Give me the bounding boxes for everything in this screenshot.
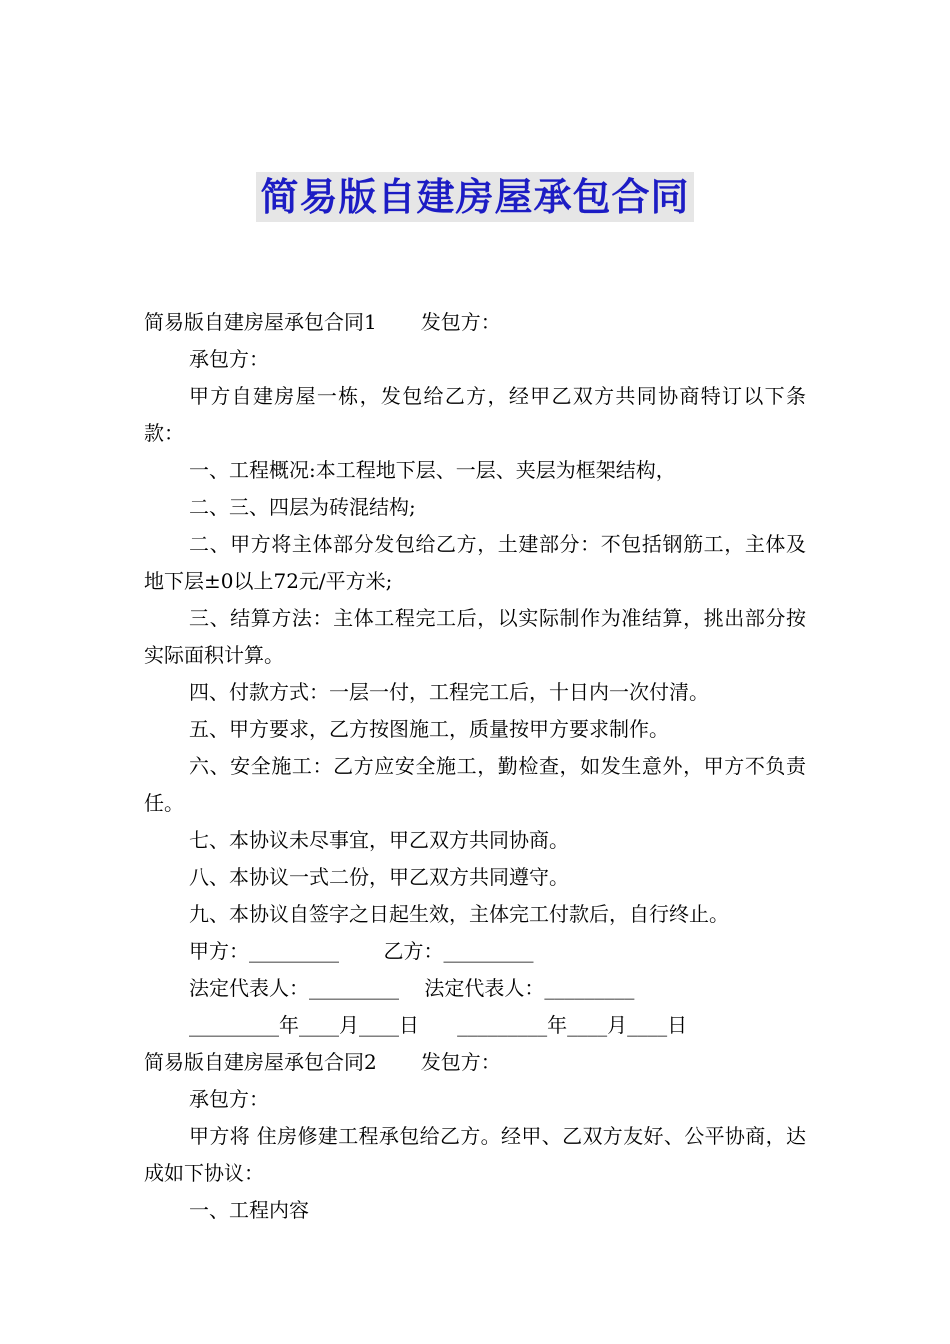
clause-3: 三、结算方法：主体工程完工后，以实际制作为准结算，挑出部分按实际面积计算。 [144,606,806,667]
contract-2-heading: 简易版自建房屋承包合同2 [144,1050,377,1074]
clause-9: 九、本协议自签字之日起生效，主体完工付款后，自行终止。 [189,902,729,926]
clause-6: 六、安全施工：乙方应安全施工，勤检查，如发生意外，甲方不负责任。 [144,754,806,815]
clause-1-cont: 二、三、四层为砖混结构; [189,495,416,519]
title-container [0,172,950,222]
contract-1-header [144,304,806,341]
intro-paragraph-2: 甲方将 住房修建工程承包给乙方。经甲、乙双方友好、公平协商，达成如下协议： [144,1124,806,1185]
document-title: 简易版自建房屋承包合同 [256,172,693,222]
contract-2-employer-label: 发包方： [420,1050,501,1074]
intro-paragraph: 甲方自建房屋一栋，发包给乙方，经甲乙双方共同协商特订以下条款： [144,384,806,445]
contractor-label: 承包方： [189,347,269,371]
clause-1: 一、工程概况:本工程地下层、一层、夹层为框架结构， [189,458,676,482]
signature-dates: _________年____月____日 _________年____月____日 [189,1013,688,1037]
signature-representatives: 法定代表人：_________ 法定代表人：_________ [189,976,635,1000]
clause-4: 四、付款方式：一层一付，工程完工后，十日内一次付清。 [189,680,709,704]
clause-5: 五、甲方要求，乙方按图施工，质量按甲方要求制作。 [189,717,669,741]
contract-2-header [144,1044,806,1081]
section-1-heading: 一、工程内容 [189,1198,309,1222]
clause-7: 七、本协议未尽事宜，甲乙双方共同协商。 [189,828,569,852]
contract-1-employer-label: 发包方： [420,310,501,334]
contractor-label-2: 承包方： [189,1087,269,1111]
signature-parties: 甲方：_________ 乙方：_________ [189,939,534,963]
document-body [144,304,806,1229]
contract-1-heading: 简易版自建房屋承包合同1 [144,310,377,334]
clause-2: 二、甲方将主体部分发包给乙方，土建部分：不包括钢筋工，主体及地下层±0以上72元/平方米; [144,532,806,593]
clause-8: 八、本协议一式二份，甲乙双方共同遵守。 [189,865,569,889]
